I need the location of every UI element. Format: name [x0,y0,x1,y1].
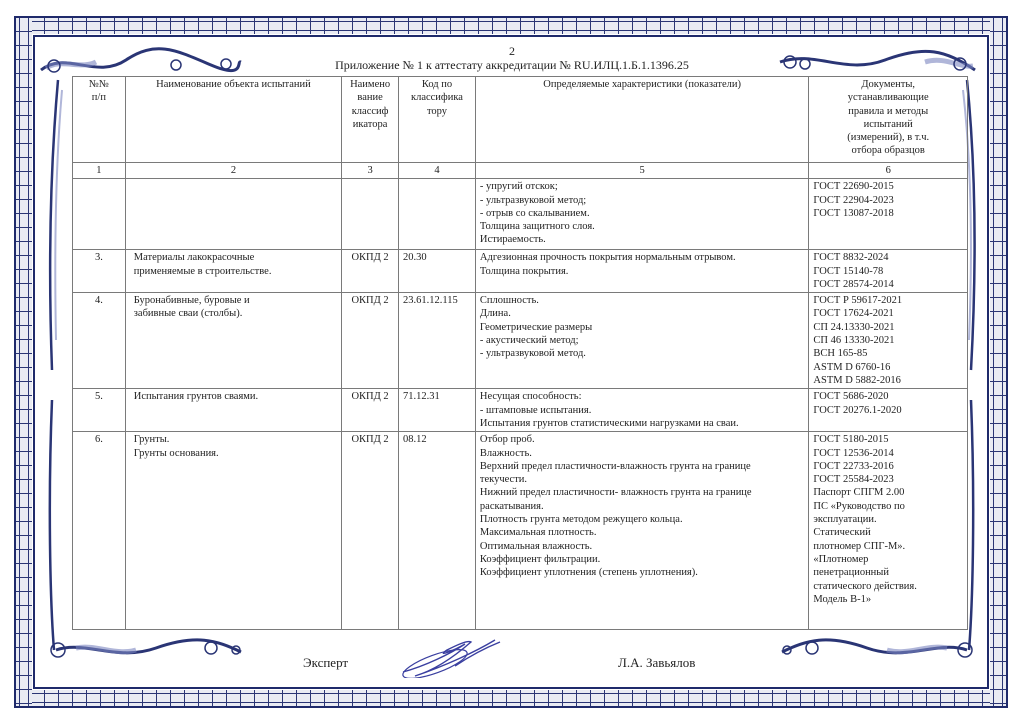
header-code [399,77,476,163]
classifier-name: ОКПД 2 [342,293,399,389]
header-line: устанавливающие [847,92,929,104]
standard-documents [809,250,968,293]
test-object [125,250,341,293]
header-line: икатора [352,118,388,130]
characteristic-line: - акустический метод; [479,335,579,347]
classifier-name: ОКПД 2 [342,389,399,432]
characteristics [475,432,808,630]
test-object-line: Грунты основания. [133,447,219,459]
column-index: 5 [475,163,808,179]
row-number: 3. [73,250,126,293]
row-number: 6. [73,432,126,630]
characteristics [475,179,808,250]
characteristic-line: Влажность. [479,447,532,459]
classifier-code: 23.61.12.115 [399,293,476,389]
characteristic-line: Максимальная плотность. [479,527,597,539]
characteristic-line: Коэффициент фильтрации. [479,553,601,565]
characteristic-line: Толщина защитного слоя. [479,221,595,233]
standard-document-line: Модель В-1» [813,593,872,605]
characteristics [475,389,808,432]
characteristic-line: Плотность грунта методом режущего кольца. [479,514,683,526]
table-row [73,432,968,630]
row-number: 4. [73,293,126,389]
table-row [73,179,968,250]
characteristic-line: Коэффициент уплотнения (степень уплотнения). [479,567,698,579]
test-object-line: забивные сваи (столбы). [133,308,243,320]
standard-document-line: ASTM D 5882-2016 [813,374,901,386]
standard-document-line: Статический [813,527,871,539]
characteristic-line: Нижний предел пластичности- влажность грунта на границе [479,487,752,499]
column-index: 4 [399,163,476,179]
header-line: Наимено [350,79,391,90]
page-number: 2 [509,44,515,58]
standard-document-line: ГОСТ 5686-2020 [813,391,889,403]
column-index: 3 [342,163,399,179]
characteristic-line: раскатывания. [479,500,544,512]
classifier-name: ОКПД 2 [342,432,399,630]
column-index-row [73,163,968,179]
characteristic-line: Адгезионная прочность покрытия нормальным отрывом. [479,252,736,264]
standard-document-line: ГОСТ 25584-2023 [813,474,894,486]
standard-document-line: ГОСТ 17624-2021 [813,308,894,320]
standard-document-line: пенетрационный [813,567,889,579]
annex-title: Приложение № 1 к аттестату аккредитации № RU.ИЛЦ.1.Б.1.1396.25 [335,58,689,72]
expert-label: Эксперт [303,655,349,670]
standard-document-line: ГОСТ Р 59617-2021 [813,295,903,307]
table-header-row [73,77,968,163]
row-number: 5. [73,389,126,432]
header-line: (измерений), в т.ч. [847,132,930,144]
header-line: тору [426,105,447,117]
standard-document-line: ПС «Руководство по [813,500,905,512]
test-object-line: применяемые в строительстве. [133,265,272,277]
column-index: 2 [125,163,341,179]
standard-document-line: ГОСТ 22904-2023 [813,194,894,206]
row-number [73,179,126,250]
accreditation-scope-table [72,76,968,630]
meander-border-right [990,18,1006,706]
meander-border-bottom [16,690,1006,706]
expert-name: Л.А. Завьялов [618,655,696,670]
standard-document-line: ГОСТ 22733-2016 [813,460,894,472]
standard-documents [809,432,968,630]
header-line: испытаний [863,118,913,130]
standard-document-line: ГОСТ 20276.1-2020 [813,404,902,416]
standard-document-line: ГОСТ 13087-2018 [813,207,894,219]
standard-document-line: статического действия. [813,580,917,592]
characteristic-line: Сплошность. [479,295,539,307]
header-line: классифика [410,92,463,104]
classifier-code: 71.12.31 [399,389,476,432]
header-line: классиф [351,105,389,117]
classifier-code: 08.12 [399,432,476,630]
header-characteristics: Определяемые характеристики (показатели) [475,77,808,163]
table-row [73,293,968,389]
characteristic-line: текучести. [479,474,528,486]
standard-document-line: эксплуатации. [813,514,877,526]
table-body [73,179,968,630]
header-line: Документы, [861,79,916,90]
standard-document-line: ГОСТ 5180-2015 [813,434,889,446]
header-classifier [342,77,399,163]
header-line: п/п [91,92,106,104]
column-index: 6 [809,163,968,179]
test-object-line: Испытания грунтов сваями. [133,391,259,403]
characteristic-line: Испытания грунтов статистическими нагрузками на сваи. [479,417,739,429]
test-object [125,179,341,250]
header-object: Наименование объекта испытаний [125,77,341,163]
standard-document-line: ГОСТ 12536-2014 [813,447,894,459]
characteristic-line: Несущая способность: [479,391,582,403]
test-object [125,432,341,630]
characteristic-line: Верхний предел пластичности-влажность грунта на границе [479,460,751,472]
characteristic-line: - ультразвуковой метод. [479,348,586,360]
characteristic-line: Геометрические размеры [479,321,593,333]
classifier-name: ОКПД 2 [342,250,399,293]
header-line: правила и методы [848,105,929,117]
characteristic-line: - отрыв со скалыванием. [479,207,590,219]
standard-document-line: ГОСТ 8832-2024 [813,252,889,264]
classifier-code [399,179,476,250]
signature-icon [395,636,505,678]
standard-document-line: ВСН 165-85 [813,348,868,360]
standard-document-line: ГОСТ 15140-78 [813,265,884,277]
meander-border-left [16,18,32,706]
header-line: №№ [88,79,109,90]
characteristics [475,250,808,293]
standard-document-line: «Плотномер [813,553,869,565]
characteristics [475,293,808,389]
test-object [125,293,341,389]
column-index: 1 [73,163,126,179]
standard-document-line: СП 46 13330-2021 [813,335,895,347]
test-object-line: Грунты. [133,434,170,446]
characteristic-line: Истираемость. [479,234,546,246]
standard-document-line: Паспорт СПГМ 2.00 [813,487,905,499]
characteristic-line: Толщина покрытия. [479,265,569,277]
header-line: вание [357,92,383,104]
standard-document-line: ASTM D 6760-16 [813,361,891,373]
standard-document-line: СП 24.13330-2021 [813,321,895,333]
standard-documents [809,389,968,432]
characteristic-line: Длина. [479,308,511,320]
characteristic-line: - штамповые испытания. [479,404,592,416]
meander-border-top [16,18,1006,34]
characteristic-line: Отбор проб. [479,434,535,446]
characteristic-line: - упругий отскок; [479,181,558,193]
table-row [73,250,968,293]
standard-document-line: ГОСТ 28574-2014 [813,278,894,290]
test-object-line: Буронабивные, буровые и [133,295,250,307]
test-object [125,389,341,432]
table-row [73,389,968,432]
header-line: отбора образцов [851,145,925,157]
classifier-name [342,179,399,250]
test-object-line: Материалы лакокрасочные [133,252,255,264]
header-number [73,77,126,163]
standard-document-line: ГОСТ 22690-2015 [813,181,894,193]
header-line: Код по [421,79,453,90]
classifier-code: 20.30 [399,250,476,293]
characteristic-line: - ультразвуковой метод; [479,194,587,206]
standard-documents [809,293,968,389]
header-documents [809,77,968,163]
standard-document-line: плотномер СПГ-М». [813,540,906,552]
standard-documents [809,179,968,250]
characteristic-line: Оптимальная влажность. [479,540,593,552]
